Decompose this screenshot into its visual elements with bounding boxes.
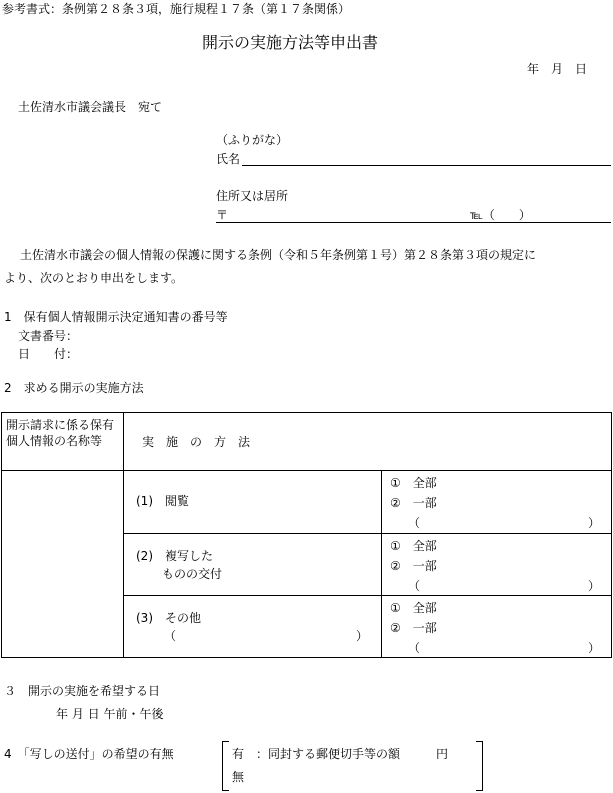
section3-heading: ３ 開示の実施を希望する日 [4, 684, 161, 698]
furigana-label: （ふりがな） [216, 133, 289, 147]
preferred-date[interactable]: 年 月 日 午前・午後 [56, 707, 164, 721]
address-label: 住所又は居所 [216, 189, 289, 203]
disclosure-method-table [1, 412, 612, 658]
doc-date-label: 日 付： [18, 347, 79, 361]
section2-heading: 2 求める開示の実施方法 [4, 381, 144, 395]
option-detail[interactable]: （ ） [408, 641, 601, 655]
method-cell-1 [124, 471, 382, 534]
header-item-name: 開示請求に係る保有個人情報の名称等 [2, 413, 124, 471]
method-label: (1) 閲覧 [136, 494, 189, 508]
method-cell-3 [124, 596, 382, 658]
option-partial[interactable]: ② 一部 [390, 621, 437, 635]
address-underline[interactable] [216, 222, 611, 223]
option-partial[interactable]: ② 一部 [390, 559, 437, 573]
section1-heading: 1 保有個人情報開示決定通知書の番号等 [4, 310, 228, 324]
body-text-line1: 土佐清水市議会の個人情報の保護に関する条例（令和５年条例第１号）第２８条第３項の規定に [20, 248, 537, 262]
item-name-cell[interactable] [2, 471, 124, 658]
other-detail[interactable]: （ ） [164, 629, 369, 643]
right-bracket [476, 741, 483, 791]
left-bracket [222, 741, 229, 791]
method-label: (3) その他 [136, 611, 201, 625]
tel-label: ℡（ ） [470, 208, 531, 222]
option-yes[interactable]: 有 ：同封する郵便切手等の額 円 [232, 747, 449, 761]
table-header-row [2, 413, 612, 471]
date-field: 年 月 日 [527, 62, 588, 76]
doc-number-label: 文書番号： [18, 329, 79, 343]
addressee: 土佐清水市議会議長 宛て [18, 100, 163, 114]
option-all[interactable]: ① 全部 [390, 539, 437, 553]
option-all[interactable]: ① 全部 [390, 601, 437, 615]
option-detail[interactable]: （ ） [408, 516, 601, 530]
postal-mark: 〒 [216, 208, 229, 222]
method-label-cont: ものの交付 [162, 567, 223, 581]
page-title: 開示の実施方法等申出書 [202, 33, 379, 52]
header-method: 実 施 の 方 法 [124, 413, 612, 471]
option-cell-3[interactable] [382, 596, 612, 658]
section4-heading: 4 「写しの送付」の希望の有無 [4, 747, 174, 761]
option-cell-1[interactable] [382, 471, 612, 534]
reference-note: 参考書式：条例第２８条３項，施行規程１７条（第１７条関係） [2, 2, 351, 16]
table-row [2, 471, 612, 534]
option-no[interactable]: 無 [232, 770, 245, 784]
name-underline[interactable] [242, 165, 611, 166]
name-label: 氏名 [216, 152, 241, 166]
option-detail[interactable]: （ ） [408, 579, 601, 593]
option-partial[interactable]: ② 一部 [390, 496, 437, 510]
option-cell-2[interactable] [382, 534, 612, 596]
method-cell-2 [124, 534, 382, 596]
method-label: (2) 複写した [136, 549, 213, 563]
option-all[interactable]: ① 全部 [390, 476, 437, 490]
body-text-line2: より、次のとおり申出をします。 [4, 271, 184, 285]
